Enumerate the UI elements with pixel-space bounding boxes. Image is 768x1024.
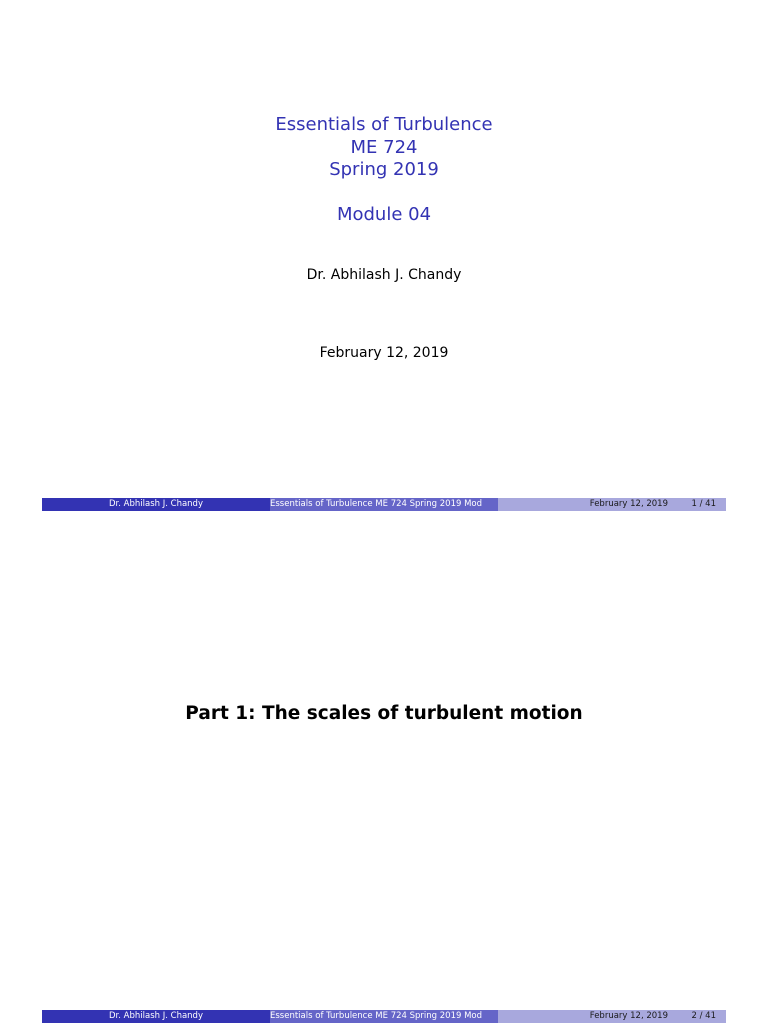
presentation-date: February 12, 2019: [319, 345, 449, 361]
title-block: [0, 114, 768, 226]
footer-date-page: [498, 1010, 726, 1023]
part-title: Part 1: The scales of turbulent motion: [185, 703, 583, 724]
author-name: Dr. Abhilash J. Chandy: [306, 267, 462, 283]
slide-footer: [42, 1010, 726, 1023]
footer-page-number: 1 / 41: [691, 499, 716, 509]
footer-date: February 12, 2019: [589, 1011, 668, 1021]
footer-date: February 12, 2019: [589, 499, 668, 509]
course-title: Essentials of Turbulence: [275, 114, 493, 135]
footer-author: Dr. Abhilash J. Chandy: [42, 498, 270, 511]
course-term: Spring 2019: [329, 159, 439, 180]
footer-author: Dr. Abhilash J. Chandy: [42, 1010, 270, 1023]
slide-footer: [42, 498, 726, 511]
footer-title: Essentials of Turbulence ME 724 Spring 2019 Mod: [270, 498, 498, 511]
footer-page-number: 2 / 41: [691, 1011, 716, 1021]
course-code: ME 724: [350, 136, 418, 158]
footer-date-page: [498, 498, 726, 511]
footer-title: Essentials of Turbulence ME 724 Spring 2019 Mod: [270, 1010, 498, 1023]
module-title: Module 04: [336, 203, 432, 225]
slide-2: [0, 512, 768, 1024]
